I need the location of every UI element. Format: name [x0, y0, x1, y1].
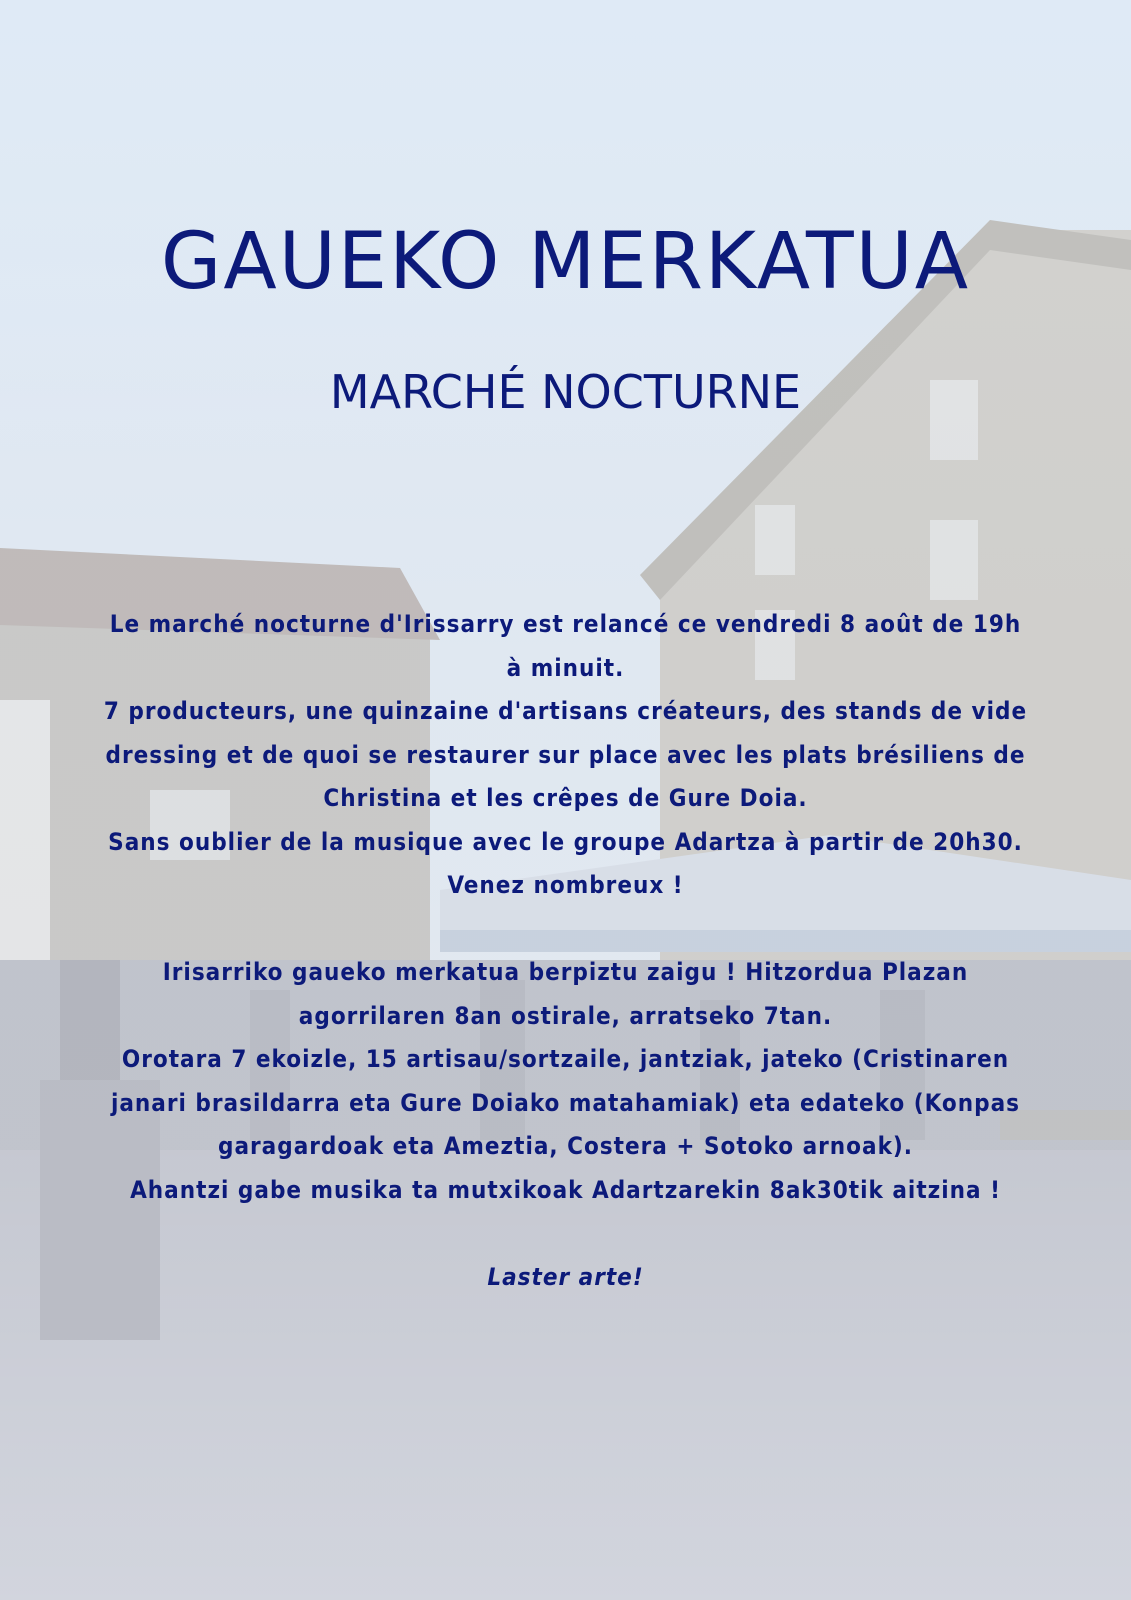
basque-paragraph-2: Orotara 7 ekoizle, 15 artisau/sortzaile, jantziak, jateko (Cristinaren janari brasildarra eta Gure Doiako matahamiak) eta edateko (Konpas garagardoak eta Ameztia, Costera + Sotoko arnoak).: [110, 1045, 1021, 1160]
announcement-text: [100, 603, 1031, 1299]
spacer: [100, 908, 1031, 952]
basque-paragraph-1: Irisarriko gaueko merkatua berpiztu zaigu ! Hitzordua Plazan agorrilaren 8an ostirale, arratseko 7tan.: [162, 958, 969, 1030]
french-paragraph-2: 7 producteurs, une quinzaine d'artisans créateurs, des stands de vide dressing et de quoi se restaurer sur place avec les plats brésiliens de Christina et les crêpes de Gure Doia.: [103, 697, 1028, 812]
french-paragraph-3: Sans oublier de la musique avec le groupe Adartza à partir de 20h30.: [108, 827, 1023, 856]
poster-title: GAUEKO MERKATUA: [160, 217, 971, 307]
spacer: [100, 1212, 1031, 1256]
poster-subtitle: MARCHÉ NOCTURNE: [329, 365, 802, 419]
french-paragraph-4: Venez nombreux !: [447, 871, 684, 899]
basque-paragraph-3: Ahantzi gabe musika ta mutxikoak Adartzarekin 8ak30tik aitzina !: [130, 1175, 1001, 1204]
french-paragraph-1: Le marché nocturne d'Irissarry est relancé ce vendredi 8 août de 19h à minuit.: [109, 610, 1022, 682]
closing-line: Laster arte!: [487, 1262, 644, 1291]
